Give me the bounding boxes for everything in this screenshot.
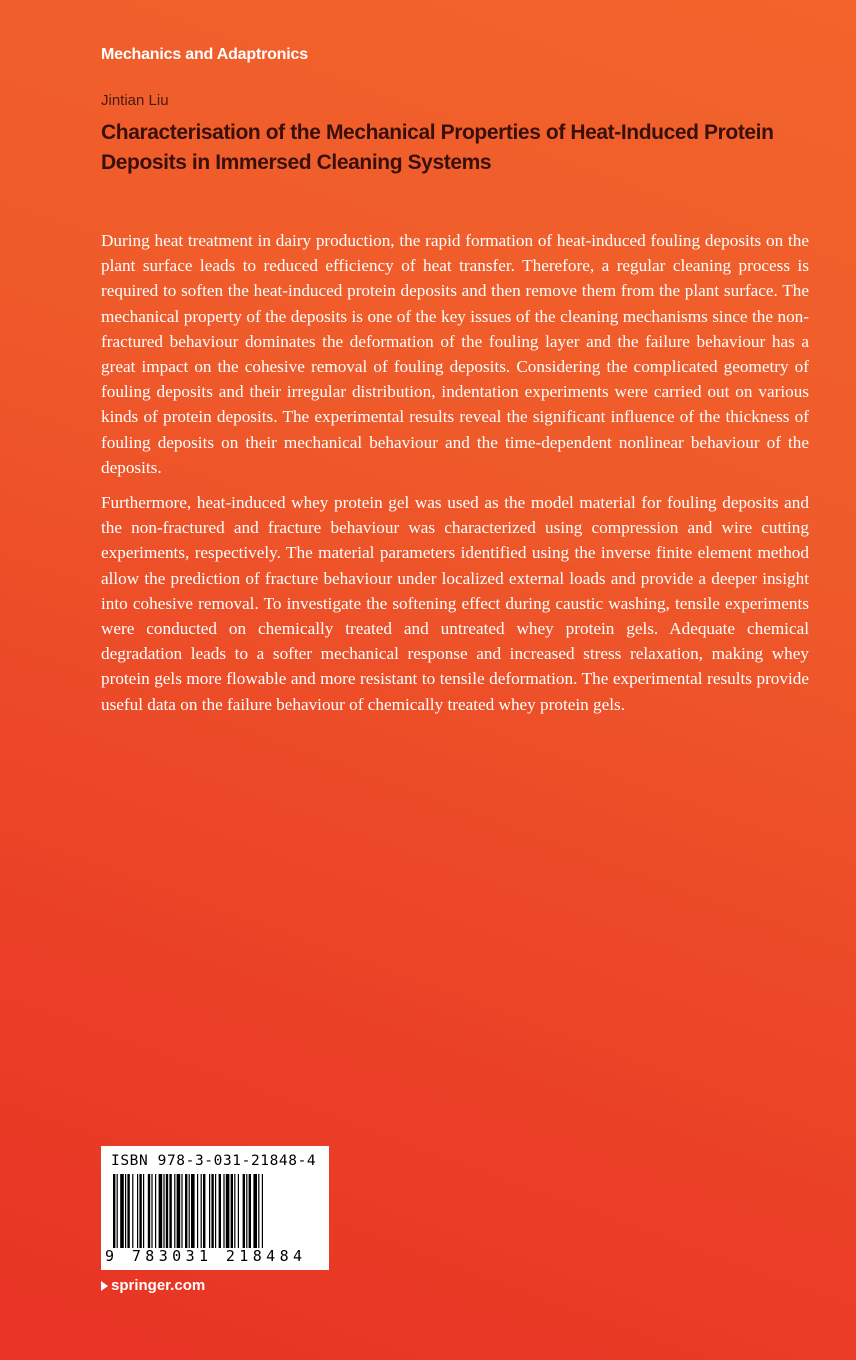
- blurb-paragraph-1: During heat treatment in dairy production, the rapid formation of heat-induced fouling deposits on the plant surface leads to reduced efficiency of heat transfer. Therefore, a regular cleaning process is required to soften the heat-induced protein deposits and then remove them from the plant surface. The mechanical property of the deposits is one of the key issues of the cleaning mechanisms since the non-fractured behaviour dominates the deformation of the fouling layer and the failure behaviour has a great impact on the cohesive removal of fouling deposits. Considering the complicated geometry of fouling deposits and their irregular distribution, indentation experiments were carried out on various kinds of protein deposits. The experimental results reveal the significant influence of the thickness of fouling deposits on their mechanical behaviour and the time-dependent nonlinear behaviour of the deposits.: [101, 231, 809, 477]
- blurb: [101, 228, 809, 727]
- barcode-digits: 9 783031 218484: [105, 1247, 307, 1265]
- website-link[interactable]: [101, 1277, 205, 1294]
- book-title: Characterisation of the Mechanical Properties of Heat-Induced Protein Deposits in Immersed Cleaning Systems: [101, 121, 774, 174]
- website-label: springer.com: [111, 1277, 206, 1294]
- barcode-image: [113, 1174, 319, 1248]
- blurb-paragraph-2: Furthermore, heat-induced whey protein gel was used as the model material for fouling deposits and the non-fractured and fracture behaviour was characterized using compression and wire cutting experiments, respectively. The material parameters identified using the inverse finite element method allow the prediction of fracture behaviour under localized external loads and provide a deeper insight into cohesive removal. To investigate the softening effect during caustic washing, tensile experiments were conducted on chemically treated and untreated whey protein gels. Adequate chemical degradation leads to a softer mechanical response and increased stress relaxation, making whey protein gels more flowable and more resistant to tensile deformation. The experimental results provide useful data on the failure behaviour of chemically treated whey protein gels.: [101, 493, 809, 714]
- isbn-label: ISBN 978-3-031-21848-4: [111, 1153, 317, 1169]
- arrow-right-icon: [101, 1281, 108, 1291]
- author-name: Jintian Liu: [101, 92, 169, 109]
- series-name: Mechanics and Adaptronics: [101, 46, 308, 63]
- isbn-barcode-block: [101, 1146, 329, 1270]
